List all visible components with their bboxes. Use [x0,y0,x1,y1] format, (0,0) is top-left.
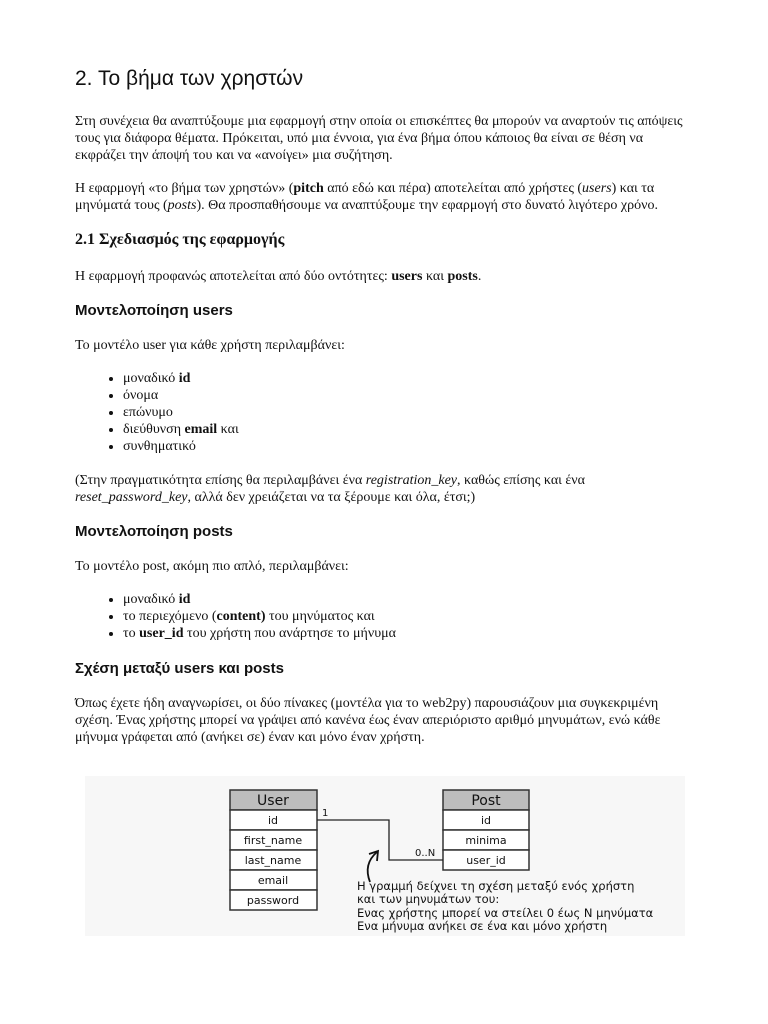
list-item: • το user_id του χρήστη που ανάρτησε το μήνυμα [123,625,695,642]
list-item: • επώνυμο [123,404,695,421]
cardinality-many: 0..N [415,848,436,859]
post-field-minima: minima [465,834,507,847]
diagram-caption-line-1: Η γραμμή δείχνει τη σχέση μεταξύ ενός χρήστη [357,879,635,893]
list-item: • διεύθυνση email και [123,421,695,438]
post-field-user-id: user_id [466,854,506,867]
posts-field-list [75,591,695,642]
list-item: • μοναδικό id [123,370,695,387]
post-table-title: Post [471,793,501,809]
intro-paragraph-1: Στη συνέχεια θα αναπτύξουμε μια εφαρμογή στην οποία οι επισκέπτες θα μπορούν να αναρτούν τις απόψεις τους για διάφορα θέματα. Πρόκειται, υπό μια έννοια, για ένα βήμα όπου κάποιος θα είναι σε θέση να εκφράζει την άποψή του και να «ανοίγει» μια συζήτηση. [75,114,683,163]
user-field-email: email [257,874,289,887]
list-item: • μοναδικό id [123,591,695,608]
diagram-caption-line-4: Ενα μήνυμα ανήκει σε ένα και μόνο χρήστη [357,919,608,933]
diagram-caption-line-3: Ενας χρήστης μπορεί να στείλει 0 έως Ν μηνύματα [357,906,654,920]
posts-model-intro: Το μοντέλο post, ακόμη πιο απλό, περιλαμβάνει: [75,559,349,574]
section-2-1-heading: 2.1 Σχεδιασμός της εφαρμογής [75,231,285,248]
users-model-note: (Στην πραγματικότητα επίσης θα περιλαμβάνει ένα registration_key, καθώς επίσης και ένα reset_password_key, αλλά δεν χρειάζεται να τα ξέρουμε και όλα, έτσι;) [75,473,585,505]
user-field-id: id [267,814,279,827]
er-diagram [85,776,685,936]
intro-paragraph-2: Η εφαρμογή «το βήμα των χρηστών» (pitch από εδώ και πέρα) αποτελείται από χρήστες (users) και τα μηνύματά τους (posts). Θα προσπαθήσουμε να αναπτύξουμε την εφαρμογή στο δυνατό λιγότερο χρόνο. [75,181,658,213]
post-field-id: id [480,814,492,827]
users-field-list [75,370,695,455]
curved-arrow-icon [368,852,377,882]
relation-heading: Σχέση μεταξύ users και posts [75,660,284,677]
er-diagram-svg [85,776,685,936]
document-body [75,64,695,762]
user-field-last-name: last_name [244,854,302,867]
section-2-1-paragraph: Η εφαρμογή προφανώς αποτελείται από δύο οντότητες: users και posts. [75,269,482,284]
user-field-password: password [246,894,300,907]
diagram-caption-line-2: και των μηνυμάτων του: [357,892,500,906]
list-item: • το περιεχόμενο (content) του μηνύματος και [123,608,695,625]
user-field-first-name: first_name [243,834,303,847]
list-item: • όνομα [123,387,695,404]
list-item: • συνθηματικό [123,438,695,455]
posts-model-heading: Μοντελοποίηση posts [75,523,233,540]
users-model-intro: Το μοντέλο user για κάθε χρήστη περιλαμβάνει: [75,338,345,353]
users-model-heading: Μοντελοποίηση users [75,302,233,319]
user-table-title: User [257,793,289,809]
cardinality-one: 1 [322,808,329,819]
page-title: 2. Το βήμα των χρηστών [75,67,304,90]
relation-paragraph: Όπως έχετε ήδη αναγνωρίσει, οι δύο πίνακες (μοντέλα για το web2py) παρουσιάζουν μια συγκεκριμένη σχέση. Ένας χρήστης μπορεί να γράψει από κανένα έως έναν απεριόριστο αριθμό μηνυμάτων, ενώ κάθε μήνυμα γράφεται από (ανήκει σε) έναν και μόνο έναν χρήστη. [75,696,661,745]
